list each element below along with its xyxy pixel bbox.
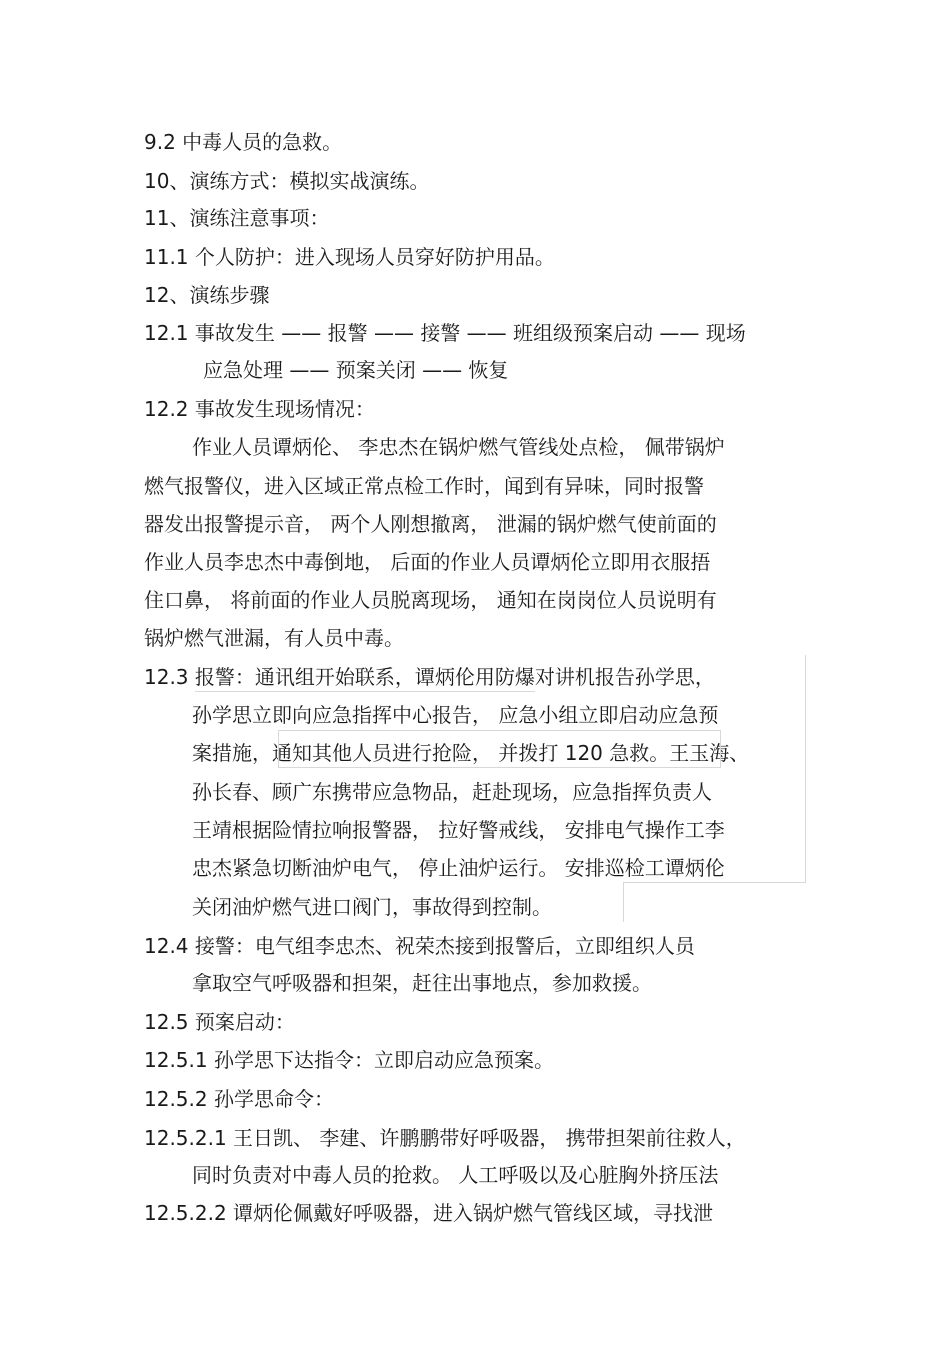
text-line: 燃气报警仪，进入区域正常点检工作时，闻到有异味，同时报警 <box>144 474 704 498</box>
text-line: 9.2 中毒人员的急救。 <box>144 130 343 154</box>
text-line: 12.1 事故发生 —— 报警 —— 接警 —— 班组级预案启动 —— 现场 <box>144 321 746 345</box>
faint-rule-horizontal <box>623 882 805 883</box>
text-line: 应急处理 —— 预案关闭 —— 恢复 <box>203 358 509 382</box>
faint-rule-vertical <box>623 882 624 922</box>
text-line: 器发出报警提示音， 两个人刚想撤离， 泄漏的锅炉燃气使前面的 <box>144 512 717 536</box>
text-line: 10、演练方式：模拟实战演练。 <box>144 169 430 193</box>
text-line: 12.5.1 孙学思下达指令：立即启动应急预案。 <box>144 1048 554 1072</box>
text-line: 孙长春、顾广东携带应急物品，赶赴现场，应急指挥负责人 <box>192 780 712 804</box>
text-line: 锅炉燃气泄漏，有人员中毒。 <box>144 626 404 650</box>
text-line: 忠杰紧急切断油炉电气， 停止油炉运行。 安排巡检工谭炳伦 <box>192 856 725 880</box>
text-line: 同时负责对中毒人员的抢救。 人工呼吸以及心脏胸外挤压法 <box>192 1163 719 1187</box>
text-line: 作业人员李忠杰中毒倒地， 后面的作业人员谭炳伦立即用衣服捂 <box>144 550 711 574</box>
text-line: 孙学思立即向应急指挥中心报告， 应急小组立即启动应急预 <box>192 703 719 727</box>
text-line: 11.1 个人防护：进入现场人员穿好防护用品。 <box>144 245 555 269</box>
faint-rule-vertical <box>805 655 806 883</box>
text-line: 关闭油炉燃气进口阀门，事故得到控制。 <box>192 895 552 919</box>
text-line: 11、演练注意事项： <box>144 206 330 230</box>
text-line: 12.4 接警：电气组李忠杰、祝荣杰接到报警后，立即组织人员 <box>144 934 695 958</box>
text-line: 12.3 报警：通讯组开始联系，谭炳伦用防爆对讲机报告孙学思， <box>144 665 715 689</box>
text-line: 12.5.2.1 王日凯、 李建、许鹏鹏带好呼吸器， 携带担架前往救人， <box>144 1126 746 1150</box>
text-line: 王靖根据险情拉响报警器， 拉好警戒线， 安排电气操作工李 <box>192 818 725 842</box>
text-line: 12.2 事故发生现场情况： <box>144 397 375 421</box>
text-line: 拿取空气呼吸器和担架，赶往出事地点，参加救援。 <box>192 971 652 995</box>
text-line: 12.5.2 孙学思命令： <box>144 1087 334 1111</box>
text-line: 作业人员谭炳伦、 李忠杰在锅炉燃气管线处点检， 佩带锅炉 <box>192 435 725 459</box>
faint-rule-horizontal <box>195 691 535 692</box>
text-line: 案措施，通知其他人员进行抢险， 并拨打 120 急救。王玉海、 <box>192 741 750 765</box>
text-line: 住口鼻， 将前面的作业人员脱离现场， 通知在岗岗位人员说明有 <box>144 588 717 612</box>
text-line: 12.5.2.2 谭炳伦佩戴好呼吸器，进入锅炉燃气管线区域，寻找泄 <box>144 1201 714 1225</box>
text-line: 12.5 预案启动： <box>144 1010 295 1034</box>
text-line: 12、演练步骤 <box>144 283 270 307</box>
